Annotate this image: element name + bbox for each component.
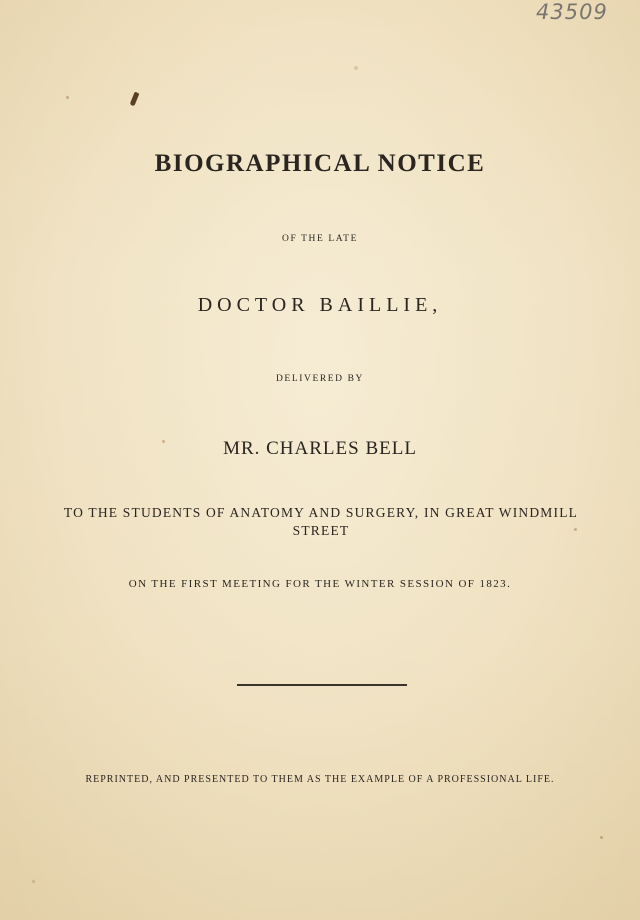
reprinted-note: REPRINTED, AND PRESENTED TO THEM AS THE EXAMPLE OF A PROFESSIONAL LIFE. bbox=[85, 774, 555, 785]
ink-mark bbox=[130, 92, 140, 107]
horizontal-rule bbox=[237, 684, 407, 686]
subject-name: DOCTOR BAILLIE, bbox=[197, 294, 443, 316]
foxing-spot bbox=[600, 836, 603, 839]
speaker-name: MR. CHARLES BELL bbox=[223, 438, 417, 459]
foxing-spot bbox=[32, 880, 35, 883]
audience-line: TO THE STUDENTS OF ANATOMY AND SURGERY, IN GREAT WINDMILL STREET bbox=[63, 505, 579, 538]
foxing-spot bbox=[354, 66, 358, 70]
document-title: BIOGRAPHICAL NOTICE bbox=[154, 150, 486, 177]
foxing-spot bbox=[66, 96, 69, 99]
of-the-late-line: OF THE LATE bbox=[281, 234, 358, 244]
occasion-line: ON THE FIRST MEETING FOR THE WINTER SESSION OF 1823. bbox=[128, 578, 512, 590]
delivered-by-line: DELIVERED BY bbox=[275, 374, 365, 384]
handwritten-catalog-number: 43509 bbox=[536, 0, 608, 24]
